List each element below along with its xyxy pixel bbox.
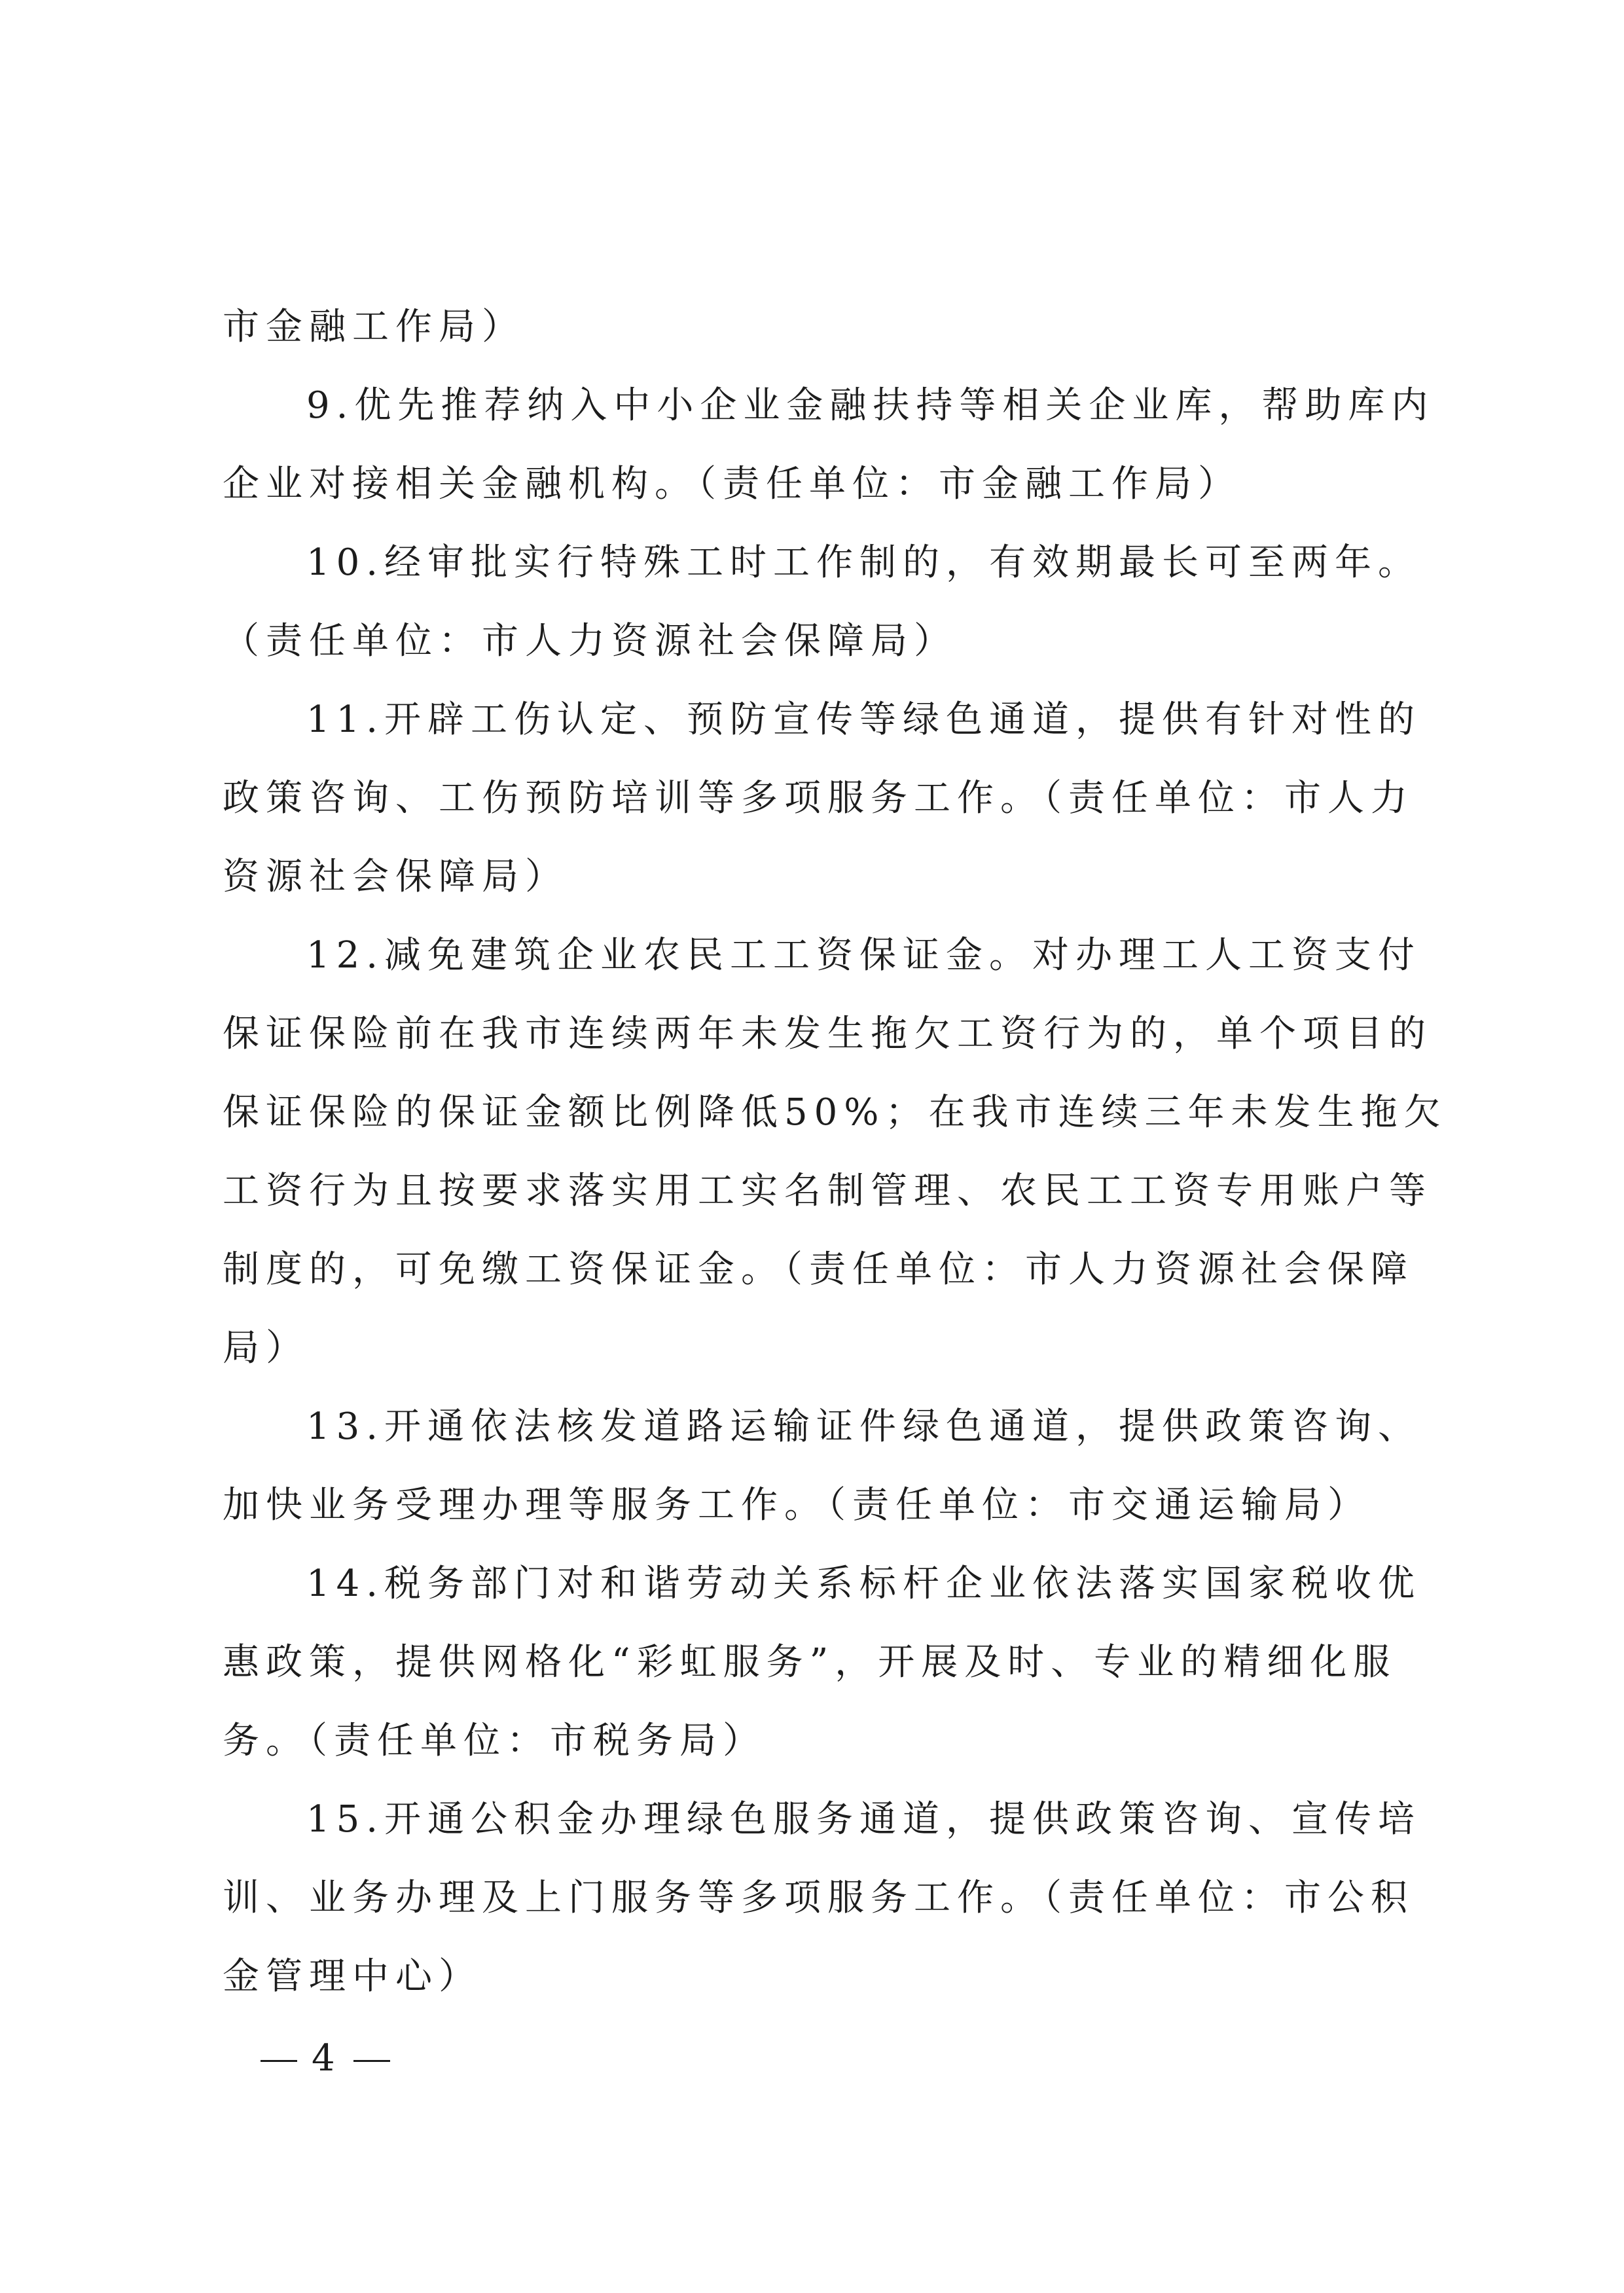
text-line: 局）	[223, 1327, 309, 1369]
text-line: 制度的，可免缴工资保证金。（责任单位：市人力资源社会保障	[223, 1248, 1414, 1291]
page-number	[261, 2036, 390, 2082]
text-line: 保证保险前在我市连续两年未发生拖欠工资行为的，单个项目的	[223, 1013, 1432, 1055]
item-14-line: 14.税务部门对和谐劳动关系标杆企业依法落实国家税收优	[306, 1562, 1422, 1605]
item-12-line: 12.减免建筑企业农民工工资保证金。对办理工人工资支付	[306, 934, 1422, 977]
body-text	[223, 288, 1447, 2016]
dash-left	[261, 2060, 297, 2062]
page-number-value: 4	[312, 2037, 339, 2080]
text-line: 企业对接相关金融机构。（责任单位：市金融工作局）	[223, 463, 1241, 505]
text-line: 惠政策，提供网格化“彩虹服务”，开展及时、专业的精细化服	[223, 1641, 1397, 1684]
text-line: （责任单位：市人力资源社会保障局）	[223, 620, 957, 662]
text-line: 务。（责任单位：市税务局）	[223, 1720, 766, 1762]
text-line: 市金融工作局）	[223, 306, 525, 348]
item-9-line: 9.优先推荐纳入中小企业金融扶持等相关企业库，帮助库内	[306, 384, 1435, 427]
item-13-line: 13.开通依法核发道路运输证件绿色通道，提供政策咨询、	[306, 1405, 1422, 1448]
text-line: 政策咨询、工伤预防培训等多项服务工作。（责任单位：市人力	[223, 777, 1414, 820]
item-10-line: 10.经审批实行特殊工时工作制的，有效期最长可至两年。	[306, 541, 1422, 584]
item-11-line: 11.开辟工伤认定、预防宣传等绿色通道，提供有针对性的	[306, 698, 1422, 741]
text-line: 资源社会保障局）	[223, 856, 568, 898]
text-line: 加快业务受理办理等服务工作。（责任单位：市交通运输局）	[223, 1484, 1371, 1526]
text-line: 金管理中心）	[223, 1955, 482, 1998]
text-line: 保证保险的保证金额比例降低50%；在我市连续三年未发生拖欠	[223, 1091, 1447, 1134]
item-15-line: 15.开通公积金办理绿色服务通道，提供政策咨询、宣传培	[306, 1798, 1422, 1841]
text-line: 工资行为且按要求落实用工实名制管理、农民工工资专用账户等	[223, 1170, 1432, 1212]
text-line: 训、业务办理及上门服务等多项服务工作。（责任单位：市公积	[223, 1877, 1414, 1919]
dash-right	[353, 2060, 390, 2062]
